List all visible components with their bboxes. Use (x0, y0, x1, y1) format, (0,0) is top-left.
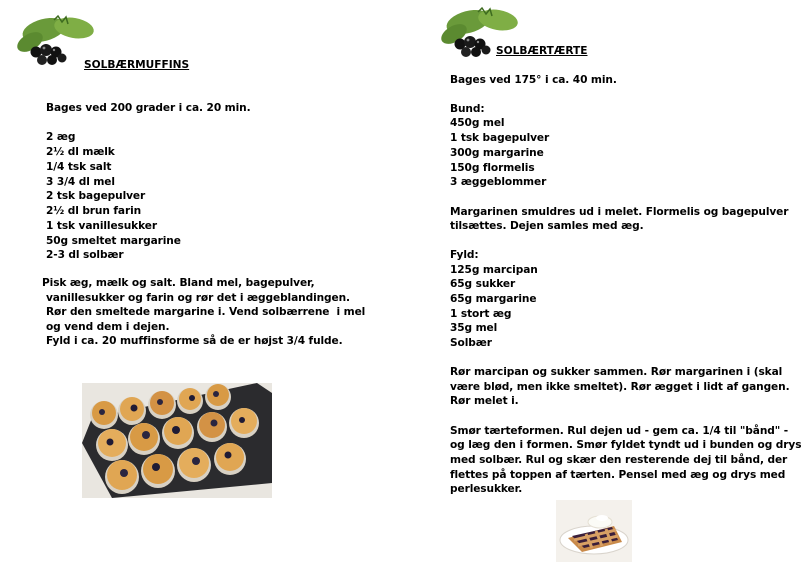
method-line: Rør marcipan og sukker sammen. Rør margarinen i (skal (450, 366, 783, 378)
method-line: og læg den i formen. Smør fyldet tyndt ud i bunden og drys (450, 439, 801, 451)
method-line: Rør den smeltede margarine i. Vend solbærrene i mel (46, 306, 366, 318)
method-line: vanillesukker og farin og rør det i æggeblandingen. (46, 292, 350, 304)
taerte-bake-time: Bages ved 175° i ca. 40 min. (450, 74, 617, 86)
muffins-title: SOLBÆRMUFFINS (84, 59, 190, 71)
ingredient-item: 35g mel (450, 322, 498, 334)
ingredient-item: 1 tsk vanillesukker (46, 220, 157, 232)
method-line: flettes på toppen af tærten. Pensel med æg og drys med (450, 469, 786, 481)
fyld-heading: Fyld: (450, 249, 479, 261)
ingredient-item: 2 æg (46, 131, 76, 143)
taerte-title: SOLBÆRTÆRTE (496, 45, 588, 57)
method-line: Fyld i ca. 20 muffinsforme så de er højst 3/4 fulde. (46, 335, 343, 347)
tart-slice-photo (556, 500, 632, 562)
method-line: med solbær. Rul og skær den resterende dej til bånd, der (450, 454, 788, 466)
ingredient-item: 450g mel (450, 117, 505, 129)
ingredient-item: 1 stort æg (450, 308, 512, 320)
ingredient-item: 3 æggeblommer (450, 176, 547, 188)
muffins-photo (82, 383, 272, 498)
ingredient-item: 2-3 dl solbær (46, 249, 124, 261)
ingredient-item: 2½ dl mælk (46, 146, 115, 158)
ingredient-item: 150g flormelis (450, 162, 535, 174)
method-line: Pisk æg, mælk og salt. Bland mel, bagepulver, (42, 277, 315, 289)
method-line: Rør melet i. (450, 395, 519, 407)
ingredient-item: 1 tsk bagepulver (450, 132, 550, 144)
muffins-bake-time: Bages ved 200 grader i ca. 20 min. (46, 102, 251, 114)
right-recipe-page (380, 0, 801, 570)
method-line: være blød, men ikke smeltet). Rør ægget i lidt af gangen. (450, 381, 790, 393)
ingredient-item: 2½ dl brun farin (46, 205, 142, 217)
ingredient-item: 50g smeltet margarine (46, 235, 181, 247)
ingredient-item: Solbær (450, 337, 492, 349)
ingredient-item: 65g margarine (450, 293, 537, 305)
ingredient-item: 65g sukker (450, 278, 516, 290)
ingredient-item: 125g marcipan (450, 264, 538, 276)
method-line: Smør tærteformen. Rul dejen ud - gem ca. 1/4 til "bånd" - (450, 425, 789, 437)
method-line: tilsættes. Dejen samles med æg. (450, 220, 644, 232)
method-line: Margarinen smuldres ud i melet. Flormelis og bagepulver (450, 206, 789, 218)
method-line: perlesukker. (450, 483, 523, 495)
left-recipe-page (0, 0, 380, 570)
method-line: og vend dem i dejen. (46, 321, 170, 333)
ingredient-item: 1/4 tsk salt (46, 161, 112, 173)
ingredient-item: 3 3/4 dl mel (46, 176, 115, 188)
ingredient-item: 2 tsk bagepulver (46, 190, 146, 202)
bund-heading: Bund: (450, 103, 485, 115)
ingredient-item: 300g margarine (450, 147, 544, 159)
